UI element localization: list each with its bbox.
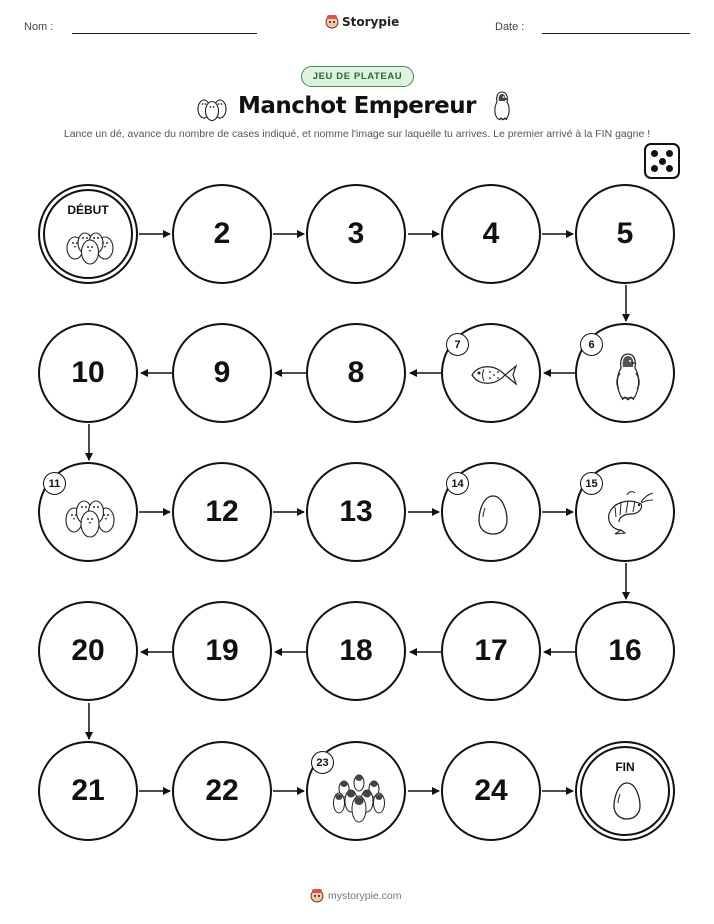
cell-number: 2 [213, 217, 231, 250]
storypie-logo-icon [310, 888, 324, 903]
penguin-group-icon [63, 226, 117, 266]
cell-number: 17 [474, 634, 508, 667]
footer-url[interactable]: mystorypie.com [328, 889, 402, 902]
board-cell-6 [575, 323, 675, 423]
egg-icon [477, 494, 509, 536]
board-cell-4 [441, 184, 541, 284]
cell-number: 21 [71, 774, 105, 807]
board-cell-16 [575, 601, 675, 701]
board-cell-start [38, 184, 138, 284]
cell-number: 4 [482, 217, 500, 250]
board-cell-3 [306, 184, 406, 284]
board-cell-15 [575, 462, 675, 562]
board-cell-21 [38, 741, 138, 841]
cell-number: 13 [339, 495, 373, 528]
egg-icon [612, 781, 642, 821]
cell-number-badge: 6 [580, 333, 603, 356]
board-cell-19 [172, 601, 272, 701]
board-cell-14 [441, 462, 541, 562]
shrimp-icon [599, 490, 655, 536]
board-cell-2 [172, 184, 272, 284]
board-cell-end [575, 741, 675, 841]
cell-number: 18 [339, 634, 373, 667]
date-label: Date : [495, 21, 525, 33]
cell-number-badge: 7 [446, 333, 469, 356]
cell-number-badge: 23 [311, 751, 334, 774]
cell-number: 9 [213, 356, 231, 389]
board-cell-7 [441, 323, 541, 423]
footer [310, 888, 402, 903]
page-title: Manchot Empereur [238, 93, 476, 119]
game-type-badge: JEU DE PLATEAU [301, 66, 414, 87]
penguin-icon [611, 351, 645, 403]
board-cell-17 [441, 601, 541, 701]
board-cell-20 [38, 601, 138, 701]
cell-number-badge: 15 [580, 472, 603, 495]
end-label: FIN [615, 760, 635, 774]
board-cell-9 [172, 323, 272, 423]
game-instructions: Lance un dé, avance du nombre de cases indiqué, et nomme l'image sur laquelle tu arrives. Le premier arrivé à la FIN gagne ! [63, 128, 651, 140]
start-label: DÉBUT [67, 203, 109, 217]
brand-name: Storypie [342, 14, 400, 29]
board-cell-13 [306, 462, 406, 562]
cell-number-badge: 11 [43, 472, 66, 495]
penguin-huddle-icon [330, 769, 388, 825]
cell-number: 3 [347, 217, 365, 250]
name-label: Nom : [24, 21, 54, 33]
board-cell-24 [441, 741, 541, 841]
board-cell-12 [172, 462, 272, 562]
fish-icon [469, 361, 519, 389]
board-cell-5 [575, 184, 675, 284]
cell-number: 19 [205, 634, 239, 667]
cell-number: 10 [71, 356, 105, 389]
board-cell-10 [38, 323, 138, 423]
cell-number: 22 [205, 774, 239, 807]
board-cell-23 [306, 741, 406, 841]
cell-number: 8 [347, 356, 365, 389]
penguin-group-icon [62, 494, 118, 540]
cell-number: 5 [616, 217, 634, 250]
cell-number: 12 [205, 495, 239, 528]
cell-number: 16 [608, 634, 642, 667]
board-cell-8 [306, 323, 406, 423]
cell-number: 24 [474, 774, 508, 807]
board-cell-11 [38, 462, 138, 562]
board-cell-18 [306, 601, 406, 701]
cell-number-badge: 14 [446, 472, 469, 495]
cell-number: 20 [71, 634, 105, 667]
board-cell-22 [172, 741, 272, 841]
